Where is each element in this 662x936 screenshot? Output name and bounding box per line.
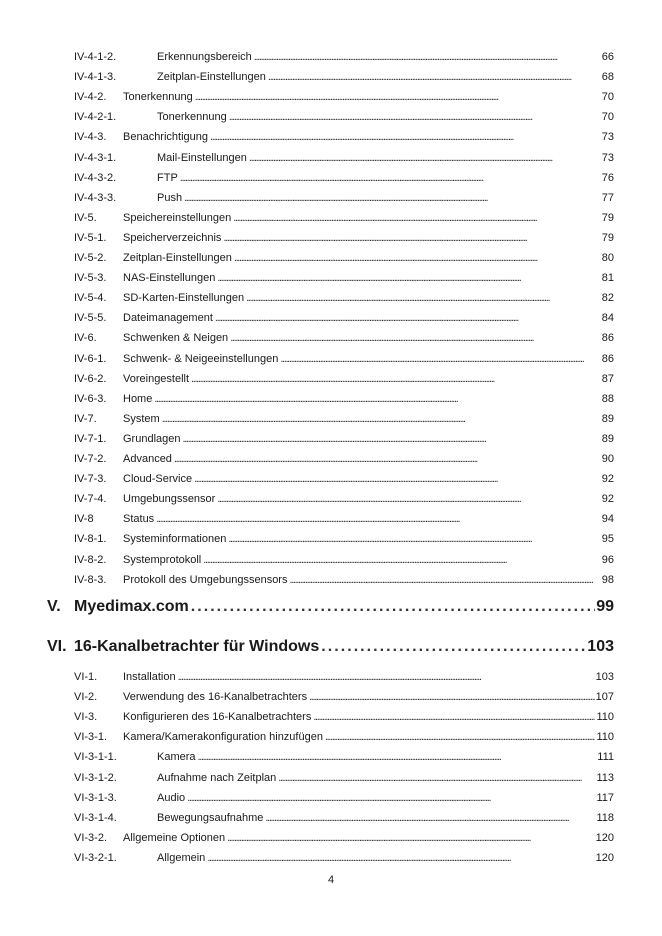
toc-entry-page: 89 (601, 432, 614, 445)
toc-entry[interactable] (74, 352, 614, 366)
toc-entry-page: 86 (601, 332, 614, 345)
toc-entry-number: IV-4-1-3. (74, 71, 117, 84)
toc-dot-leader (280, 352, 600, 366)
toc-entry-title: Speichereinstellungen (123, 211, 232, 224)
toc-entry-page: 68 (601, 71, 614, 84)
toc-entry[interactable] (74, 291, 614, 305)
toc-entry-page: 110 (596, 731, 614, 744)
toc-entry-number: IV-7-1. (74, 432, 107, 445)
toc-entry[interactable] (74, 211, 614, 225)
toc-entry-page: 66 (601, 51, 614, 63)
toc-entry-number: IV-6-2. (74, 372, 107, 385)
toc-entry[interactable] (74, 771, 614, 785)
toc-entry-title: Installation (123, 671, 176, 683)
toc-dot-leader (234, 251, 601, 265)
toc-entry-title: Status (123, 513, 155, 526)
toc-dot-leader (183, 432, 601, 446)
toc-entry-number: VI-3-1-2. (74, 771, 117, 784)
toc-entry-page: 73 (601, 151, 614, 164)
toc-entry-number: IV-8 (74, 513, 94, 526)
toc-dot-leader (184, 191, 601, 205)
toc-entry-number: IV-5-5. (74, 312, 107, 325)
toc-entry[interactable] (74, 492, 614, 506)
toc-entry-number: VI-3-2. (74, 831, 108, 844)
toc-entry-title: Cloud-Service (123, 473, 193, 486)
toc-entry-number: VI-3-1-1. (74, 751, 117, 764)
toc-dot-leader (233, 211, 601, 225)
toc-entry-page: 118 (596, 811, 614, 824)
toc-entry[interactable] (74, 670, 614, 684)
toc-dot-leader (180, 171, 601, 185)
toc-entry-title: Schwenken & Neigen (123, 332, 229, 345)
toc-entry-page: 79 (601, 211, 614, 224)
toc-entry-page: 79 (601, 231, 614, 244)
toc-entry-title: Speicherverzeichnis (123, 231, 222, 244)
toc-entry-title: Tonerkennung (157, 111, 227, 124)
toc-dot-leader (254, 50, 601, 64)
toc-entry-number: V. (47, 598, 61, 615)
toc-entry-title: Bewegungsaufnahme (157, 811, 264, 824)
toc-entry[interactable] (74, 251, 614, 265)
toc-entry-number: IV-5-4. (74, 292, 107, 305)
toc-entry-title: Allgemein (157, 851, 206, 864)
toc-entry-number: VI-3. (74, 711, 98, 724)
toc-entry-page: 120 (595, 831, 614, 844)
toc-entry-title: Allgemeine Optionen (123, 831, 226, 844)
toc-entry[interactable] (74, 690, 614, 704)
toc-entry-number: IV-6-3. (74, 392, 107, 405)
toc-entry[interactable] (74, 412, 614, 426)
toc-entry-number: IV-4-2. (74, 91, 107, 104)
toc-entry-number: IV-7-4. (74, 493, 107, 506)
toc-entry[interactable] (74, 110, 614, 124)
toc-dot-leader (217, 271, 600, 285)
toc-entry-page: 89 (601, 412, 614, 425)
toc-entry-page: 99 (596, 598, 614, 615)
toc-entry-title: Grundlagen (123, 432, 181, 445)
toc-entry-title: Zeitplan-Einstellungen (123, 252, 232, 264)
toc-dot-leader (289, 573, 600, 587)
toc-entry-title: Verwendung des 16-Kanalbetrachters (123, 691, 308, 704)
toc-entry-page: 96 (601, 553, 614, 566)
toc-entry-title: Protokoll des Umgebungssensors (123, 573, 288, 586)
toc-entry[interactable] (74, 553, 614, 567)
toc-entry[interactable] (74, 271, 614, 285)
toc-entry-number: IV-7. (74, 412, 97, 425)
toc-entry-number: IV-8-2. (74, 553, 107, 566)
toc-dot-leader (210, 130, 601, 144)
toc-entry-page: 103 (595, 671, 614, 683)
toc-entry-page: 110 (596, 711, 614, 724)
toc-dot-leader (162, 412, 601, 426)
toc-chapter-entry[interactable] (47, 597, 614, 617)
toc-entry-title: Erkennungsbereich (157, 51, 252, 63)
toc-entry[interactable] (74, 452, 614, 466)
toc-entry-number: VI-1. (74, 671, 98, 683)
toc-entry-title: Schwenk- & Neigeeinstellungen (123, 352, 279, 365)
toc-entry[interactable] (74, 811, 614, 825)
toc-entry-title: Systemprotokoll (123, 553, 202, 566)
toc-entry-number: IV-5-2. (74, 252, 107, 264)
toc-entry-title: 16-Kanalbetrachter für Windows (74, 638, 320, 655)
toc-entry-page: 86 (601, 352, 614, 365)
toc-entry-title: Dateimanagement (123, 312, 213, 325)
toc-entry[interactable] (74, 532, 614, 546)
toc-entry[interactable] (74, 171, 614, 185)
toc-entry-title: Push (157, 191, 183, 204)
toc-dot-leader (278, 771, 595, 785)
toc-entry-page: 92 (601, 473, 614, 486)
toc-dot-leader (321, 637, 586, 657)
toc-entry-title: Advanced (123, 453, 172, 465)
toc-entry-page: 107 (595, 691, 614, 704)
toc-entry[interactable] (74, 331, 614, 345)
toc-entry-title: Home (123, 392, 153, 405)
toc-dot-leader (230, 331, 601, 345)
toc-dot-leader (223, 231, 600, 245)
toc-entry-page: 113 (596, 771, 614, 784)
toc-entry-number: VI-3-1. (74, 731, 108, 744)
toc-entry-page: 117 (596, 791, 614, 804)
toc-entry-page: 95 (601, 533, 614, 546)
toc-entry-title: Tonerkennung (123, 91, 193, 104)
toc-entry-title: Benachrichtigung (123, 131, 209, 144)
toc-entry-number: IV-8-3. (74, 573, 107, 586)
toc-entry[interactable] (74, 50, 614, 64)
toc-dot-leader (195, 90, 601, 104)
toc-entry-page: 81 (601, 272, 614, 285)
toc-entry[interactable] (74, 831, 614, 845)
toc-entry-number: IV-6-1. (74, 352, 107, 365)
toc-entry-number: IV-4-3-3. (74, 191, 117, 204)
toc-entry-page: 92 (601, 493, 614, 506)
toc-entry[interactable] (74, 851, 614, 865)
toc-entry[interactable] (74, 730, 614, 744)
toc-entry-number: IV-4-2-1. (74, 111, 117, 124)
toc-dot-leader (249, 151, 601, 165)
toc-entry-number: VI-2. (74, 691, 98, 704)
toc-dot-leader (174, 452, 601, 466)
toc-entry-title: System (123, 412, 160, 425)
toc-entry[interactable] (74, 392, 614, 406)
toc-entry[interactable] (74, 512, 614, 526)
toc-entry-title: Konfigurieren des 16-Kanalbetrachters (123, 711, 312, 724)
toc-dot-leader (228, 532, 600, 546)
toc-entry-number: IV-4-3-2. (74, 171, 117, 184)
toc-entry-page: 103 (587, 638, 614, 655)
toc-dot-leader (313, 710, 595, 724)
toc-dot-leader (178, 670, 595, 684)
toc-dot-leader (268, 70, 601, 84)
toc-dot-leader (156, 512, 601, 526)
toc-dot-leader (309, 690, 595, 704)
toc-entry-title: Aufnahme nach Zeitplan (157, 771, 277, 784)
toc-dot-leader (325, 730, 595, 744)
toc-entry[interactable] (74, 151, 614, 165)
toc-entry-number: IV-4-3. (74, 131, 107, 144)
toc-entry[interactable] (74, 70, 614, 84)
toc-entry-title: Myedimax.com (74, 598, 189, 615)
toc-dot-leader (215, 311, 601, 325)
toc-entry-title: Systeminformationen (123, 533, 227, 546)
toc-entry-title: Voreingestellt (123, 372, 190, 385)
toc-dot-leader (191, 372, 601, 386)
toc-entry-title: Kamera/Kamerakonfiguration hinzufügen (123, 731, 323, 744)
toc-entry-number: IV-8-1. (74, 533, 107, 546)
toc-entry[interactable] (74, 372, 614, 386)
toc-entry-number: IV-4-1-2. (74, 51, 117, 63)
toc-dot-leader (217, 492, 600, 506)
toc-entry-number: IV-7-2. (74, 453, 107, 465)
toc-chapter-entry[interactable] (47, 637, 614, 657)
toc-entry-page: 98 (601, 573, 614, 586)
toc-entry-page: 82 (601, 292, 614, 305)
toc-entry-title: Mail-Einstellungen (157, 151, 247, 164)
toc-entry[interactable] (74, 90, 614, 104)
toc-entry[interactable] (74, 791, 614, 805)
toc-dot-leader (191, 597, 595, 617)
toc-entry-page: 84 (601, 312, 614, 325)
toc-entry-title: Umgebungssensor (123, 493, 216, 506)
toc-entry-page: 94 (601, 513, 614, 526)
toc-entry-title: Audio (157, 791, 186, 804)
toc-entry[interactable] (74, 432, 614, 446)
toc-entry-title: NAS-Einstellungen (123, 272, 216, 285)
toc-entry[interactable] (74, 710, 614, 724)
toc-dot-leader (207, 851, 594, 865)
toc-entry-page: 120 (595, 851, 614, 864)
toc-entry-number: IV-4-3-1. (74, 151, 117, 164)
toc-entry-number: IV-7-3. (74, 473, 107, 486)
toc-entry-number: VI-3-2-1. (74, 851, 117, 864)
toc-entry-number: IV-5. (74, 211, 97, 224)
toc-entry[interactable] (74, 311, 614, 325)
toc-entry-page: 87 (601, 372, 614, 385)
toc-entry-page: 90 (601, 453, 614, 465)
toc-entry-number: VI. (47, 638, 67, 655)
toc-entry[interactable] (74, 573, 614, 587)
toc-entry-title: FTP (157, 171, 178, 184)
toc-entry-page: 70 (601, 91, 614, 104)
toc-entry[interactable] (74, 231, 614, 245)
toc-dot-leader (229, 110, 601, 124)
toc-dot-leader (265, 811, 595, 825)
toc-entry-title: Kamera (157, 751, 196, 764)
toc-dot-leader (187, 791, 595, 805)
toc-dot-leader (198, 750, 597, 764)
toc-entry-page: 80 (601, 252, 614, 264)
toc-dot-leader (203, 553, 600, 567)
toc-entry-page: 70 (601, 111, 614, 124)
toc-dot-leader (246, 291, 601, 305)
toc-entry-number: IV-5-3. (74, 272, 107, 285)
toc-entry-page: 73 (601, 131, 614, 144)
toc-entry-title: Zeitplan-Einstellungen (157, 71, 266, 84)
toc-entry-number: VI-3-1-3. (74, 791, 117, 804)
toc-dot-leader (194, 472, 601, 486)
page-number: 4 (327, 874, 335, 886)
toc-entry-number: IV-6. (74, 332, 97, 345)
toc-entry-page: 77 (601, 191, 614, 204)
toc-dot-leader (227, 831, 595, 845)
toc-entry-page: 111 (597, 751, 614, 764)
toc-entry[interactable] (74, 750, 614, 764)
toc-entry-number: VI-3-1-4. (74, 811, 117, 824)
toc-entry[interactable] (74, 130, 614, 144)
toc-entry-title: SD-Karten-Einstellungen (123, 292, 245, 305)
toc-dot-leader (154, 392, 600, 406)
toc-entry[interactable] (74, 191, 614, 205)
toc-entry[interactable] (74, 472, 614, 486)
toc-entry-page: 88 (601, 392, 614, 405)
toc-entry-page: 76 (601, 171, 614, 184)
toc-entry-number: IV-5-1. (74, 231, 107, 244)
